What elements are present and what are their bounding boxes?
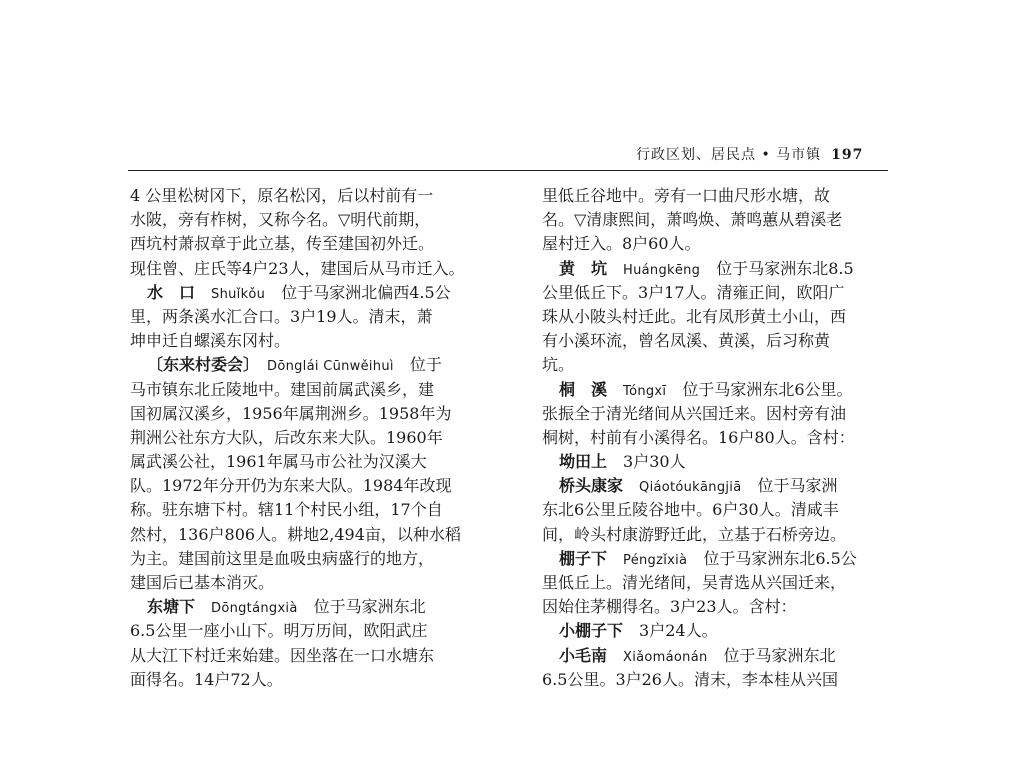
text-line <box>130 668 510 692</box>
text-line <box>130 257 510 281</box>
text-line <box>542 426 922 450</box>
entry-text: 位于马家洲东北6.5公 <box>703 548 857 568</box>
text-line <box>542 353 922 377</box>
entry-name: 坳田上 <box>559 452 608 472</box>
line-text: 称。驻东塘下村。辖11个村民小组，17个自 <box>130 500 443 520</box>
line-text: 属武溪公社，1961年属马市公社为汉溪大 <box>130 452 427 472</box>
line-text: 6.5公里。3户26人。清末，李本桂从兴国 <box>542 669 838 689</box>
line-text: 现住曾、庄氏等4户23人，建国后从马市迁入。 <box>130 258 465 278</box>
text-line <box>130 571 510 595</box>
line-text: 因始住茅棚得名。3户23人。含村： <box>542 597 797 617</box>
line-text: 坤申迁自螺溪东冈村。 <box>130 331 291 351</box>
entry-pinyin: Xiǎomáonán <box>623 649 708 665</box>
line-text: 有小溪环流，曾名凤溪、黄溪，后习称黄 <box>542 331 831 351</box>
entry-name: 东塘下 <box>147 597 196 617</box>
text-line <box>130 619 510 643</box>
text-line <box>130 474 510 498</box>
text-line <box>130 498 510 522</box>
text-line <box>542 329 922 353</box>
entry-pinyin: Dōnglái Cūnwěihuì <box>267 359 394 375</box>
entry-heading-line <box>542 474 922 498</box>
entry-name: 棚子下 <box>559 548 608 568</box>
entry-text: 3户24人。 <box>639 621 718 641</box>
entry-text: 3户30人 <box>623 452 686 472</box>
entry-heading-line <box>130 353 510 377</box>
line-text: 屋村迁入。8户60人。 <box>542 234 701 254</box>
entry-pinyin: Péngzǐxià <box>623 552 688 568</box>
entry-heading-line <box>542 378 922 402</box>
left-column <box>130 184 510 692</box>
right-column <box>542 184 922 692</box>
text-line <box>130 450 510 474</box>
running-header <box>636 144 863 164</box>
line-text: 6.5公里一座小山下。明万历间，欧阳武庄 <box>130 621 428 641</box>
line-text: 公里低丘下。3户17人。清雍正间，欧阳广 <box>542 282 845 302</box>
text-line <box>542 523 922 547</box>
text-line <box>130 644 510 668</box>
line-text: 为主。建国前这里是血吸虫病盛行的地方， <box>130 548 435 568</box>
text-line <box>542 281 922 305</box>
line-text: 水陂，旁有柞树，又称今名。▽明代前期， <box>130 210 431 230</box>
text-line <box>542 498 922 522</box>
entry-text: 位于 <box>409 355 442 375</box>
line-text: 建国后已基本消灭。 <box>130 573 275 592</box>
entry-heading-line <box>542 450 922 474</box>
text-line <box>130 378 510 402</box>
line-text: 面得名。14户72人。 <box>130 669 283 689</box>
entry-text: 位于马家洲东北6公里。 <box>682 379 853 399</box>
entry-text: 位于马家洲东北8.5 <box>716 258 854 278</box>
text-line <box>130 547 510 571</box>
line-text: 东北6公里丘陵谷地中。6户30人。清咸丰 <box>542 500 839 520</box>
text-line <box>542 305 922 329</box>
entry-name: 桐 溪 <box>559 379 608 399</box>
text-line <box>542 184 922 208</box>
text-line <box>130 329 510 353</box>
entry-heading-line <box>130 281 510 305</box>
text-line <box>130 305 510 329</box>
line-text: 里，两条溪水汇合口。3户19人。清末，萧 <box>130 306 433 326</box>
line-text: 西坑村萧叔章于此立基，传至建国初外迁。 <box>130 234 435 254</box>
entry-text: 位于马家洲东北 <box>723 645 836 665</box>
line-text: 珠从小陂头村迁此。北有凤形黄土小山，西 <box>542 306 847 326</box>
text-line <box>130 184 510 208</box>
text-line <box>130 426 510 450</box>
entry-name: 水 口 <box>147 282 196 302</box>
entry-heading-line <box>542 257 922 281</box>
text-line <box>130 232 510 256</box>
entry-pinyin: Huángkēng <box>623 262 701 278</box>
line-text: 坑。 <box>542 355 575 375</box>
entry-pinyin: Tóngxī <box>623 383 667 399</box>
text-line <box>130 402 510 426</box>
entry-name: 桥头康家 <box>559 476 624 496</box>
entry-heading-line <box>542 644 922 668</box>
entry-text: 位于马家洲东北 <box>313 597 426 617</box>
line-text: 桐树，村前有小溪得名。16户80人。含村： <box>542 427 855 447</box>
text-line <box>542 571 922 595</box>
header-rule <box>128 170 888 171</box>
entry-name: 小毛南 <box>559 645 608 665</box>
line-text: 然村，136户806人。耕地2,494亩，以种水稻 <box>130 524 461 544</box>
line-text: 间，岭头村康游野迁此，立基于石桥旁边。 <box>542 524 847 544</box>
line-text: 名。▽清康熙间，萧鸣焕、萧鸣蕙从碧溪老 <box>542 210 843 230</box>
text-line <box>130 523 510 547</box>
entry-name: 〔东来村委会〕 <box>147 355 252 375</box>
line-text: 国初属汉溪乡，1956年属荆洲乡。1958年为 <box>130 403 452 423</box>
line-text: 队。1972年分开仍为东来大队。1984年改现 <box>130 476 452 496</box>
entry-name: 小棚子下 <box>559 621 624 641</box>
line-text: 里低丘上。清光绪间，吴青选从兴国迁来， <box>542 573 847 592</box>
line-text: 张振全于清光绪间从兴国迁来。因村旁有油 <box>542 403 847 423</box>
entry-heading-line <box>542 619 922 643</box>
text-line <box>542 232 922 256</box>
text-line <box>542 208 922 232</box>
text-line <box>130 208 510 232</box>
line-text: 4 公里松树冈下，原名松冈，后以村前有一 <box>130 186 434 205</box>
line-text: 荆洲公社东方大队，后改东来大队。1960年 <box>130 427 443 447</box>
entry-pinyin: Shuǐkǒu <box>211 286 266 302</box>
page-number: 197 <box>831 147 864 163</box>
text-line <box>542 668 922 692</box>
entry-pinyin: Dōngtángxià <box>211 601 298 617</box>
entry-text: 位于马家洲北偏西4.5公 <box>281 282 451 302</box>
entry-pinyin: Qiáotóukāngjiā <box>639 480 742 496</box>
line-text: 里低丘谷地中。旁有一口曲尺形水塘，故 <box>542 186 831 205</box>
line-text: 马市镇东北丘陵地中。建国前属武溪乡，建 <box>130 379 435 399</box>
text-line <box>542 595 922 619</box>
entry-name: 黄 坑 <box>559 258 608 278</box>
line-text: 从大江下村迁来始建。因坐落在一口水塘东 <box>130 645 435 665</box>
text-line <box>542 402 922 426</box>
header-title: 行政区划、居民点 • 马市镇 <box>636 147 822 163</box>
entry-heading-line <box>542 547 922 571</box>
entry-text: 位于马家洲 <box>757 476 838 496</box>
entry-heading-line <box>130 595 510 619</box>
